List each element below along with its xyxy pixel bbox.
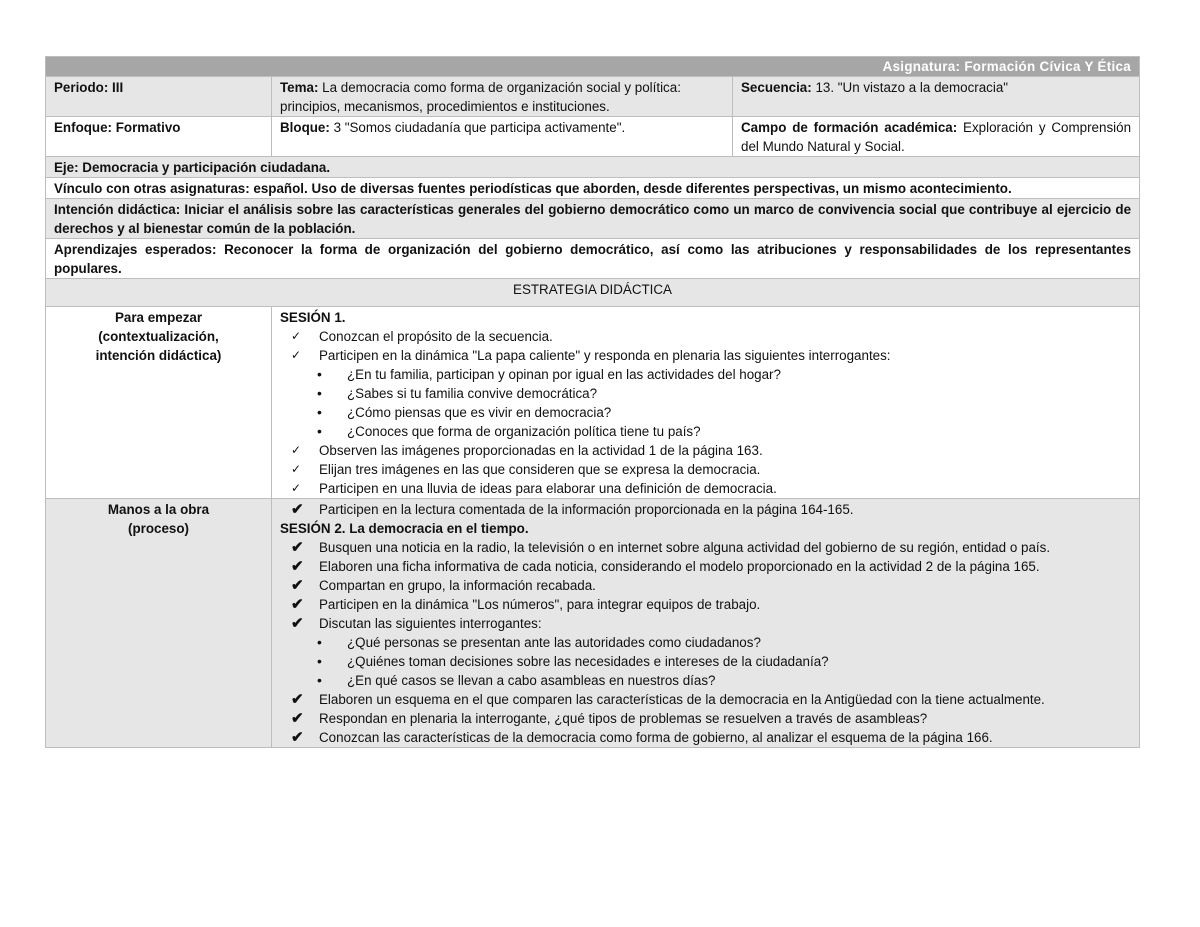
secuencia-text: 13. "Un vistazo a la democracia" [811,80,1009,95]
manos-line1: Manos a la obra [107,502,210,517]
estrategia-row [46,279,1140,307]
session-2-title: SESIÓN 2. La democracia en el tiempo. [280,521,529,536]
tema-label: Tema: [280,80,319,95]
info-row-2 [46,117,1140,157]
list-item: ✔ Participen en la dinámica "Los números", para integrar equipos de trabajo. [291,596,761,613]
eje-row [46,157,1140,178]
bullet-icon: • [317,653,322,669]
checkmark-icon: ✔ [291,539,304,556]
campo-cell [733,117,1140,157]
subject-header: Asignatura: Formación Cívica Y Ética [46,57,1140,77]
bullet-icon: • [317,404,322,420]
list-item: ✓ Elijan tres imágenes en las que consideren que se expresa la democracia. [291,462,761,477]
bloque-label: Bloque: [280,120,330,135]
list-item: ✔ Elaboren un esquema en el que comparen las características de la democracia en la Antigüedad con la tiene actualmente. [291,691,1045,708]
para-empezar-content [272,307,1140,499]
enfoque-cell: Enfoque: Formativo [46,117,272,157]
list-item: ✓ Participen en una lluvia de ideas para elaborar una definición de democracia. [291,481,777,496]
question-item: • ¿Quiénes toman decisiones sobre las necesidades e intereses de la ciudadanía? [317,653,829,669]
list-item: ✔ Compartan en grupo, la información recabada. [291,577,596,594]
bullet-icon: • [317,672,322,688]
para-empezar-line3: intención didáctica) [95,348,222,363]
aprendizajes-row [46,239,1140,279]
list-item: ✔ Conozcan las características de la democracia como forma de gobierno, al analizar el esquema de la página 166. [291,729,993,746]
intencion-cell: Intención didáctica: Iniciar el análisis sobre las características generales del gobierno democrático como un marco de convivencia social que contribuye al ejercicio de derechos y al bienestar común de la población. [46,199,1140,239]
checkmark-icon: ✔ [291,691,304,708]
session-2-list [280,538,1131,747]
checkmark-icon: ✔ [291,596,304,613]
question-item: • ¿Qué personas se presentan ante las autoridades como ciudadanos? [317,634,761,650]
session-1-title: SESIÓN 1. [280,310,346,325]
list-item: ✔ Busquen una noticia en la radio, la televisión o en internet sobre alguna actividad del gobierno de su región, entidad o país. [291,539,1051,556]
list-item: ✓ Conozcan el propósito de la secuencia. [291,329,553,344]
estrategia-title: ESTRATEGIA DIDÁCTICA [46,279,1140,307]
section-para-empezar [46,307,1140,499]
bullet-icon: • [317,634,322,650]
checkmark-icon: ✔ [291,729,304,746]
session-1-list [280,327,1131,498]
checkmark-icon: ✔ [291,615,304,632]
eje-cell: Eje: Democracia y participación ciudadana. [46,157,1140,178]
question-item: • ¿En tu familia, participan y opinan por igual en las actividades del hogar? [317,366,781,382]
bullet-icon: • [317,423,322,439]
vinculo-row [46,178,1140,199]
intencion-row [46,199,1140,239]
checkmark-icon: ✔ [291,558,304,575]
checkmark-icon: ✓ [291,481,302,495]
bullet-icon: • [317,366,322,382]
secuencia-label: Secuencia: [741,80,812,95]
list-item: ✓ Participen en la dinámica "La papa caliente" y responda en plenaria las siguientes interrogantes: • ¿En tu familia, participan y opinan por igual en las actividades del hogar? • ¿Sabes si tu familia convive democrática? • ¿Cómo piensas que es vivir en democracia? • ¿Conoces que forma de organización política tiene tu país? [280,346,1131,441]
list-item: ✔ Respondan en plenaria la interrogante, ¿qué tipos de problemas se resuelven a través de asambleas? [291,710,928,727]
info-row-1 [46,77,1140,117]
session-2-pre-list [280,500,1131,519]
para-empezar-line2: (contextualización, [98,329,219,344]
lesson-plan-table [45,56,1140,748]
question-item: • ¿En qué casos se llevan a cabo asambleas en nuestros días? [317,672,716,688]
bullet-icon: • [317,385,322,401]
bloque-cell [272,117,733,157]
session-2-questions [319,633,1131,690]
vinculo-cell: Vínculo con otras asignaturas: español. Uso de diversas fuentes periodísticas que aborden, desde diferentes perspectivas, un mismo acontecimiento. [46,178,1140,199]
manos-line2: (proceso) [127,521,189,536]
campo-label: Campo de formación académica: [741,120,958,135]
aprendizajes-cell: Aprendizajes esperados: Reconocer la forma de organización del gobierno democrático, así como las atribuciones y responsabilidades de los representantes populares. [46,239,1140,279]
checkmark-icon: ✓ [291,462,302,476]
campo-text: Exploración y Comprensión del Mundo Natural y Social. [741,120,1132,154]
list-item: ✓ Observen las imágenes proporcionadas en la actividad 1 de la página 163. [291,443,763,458]
para-empezar-label [46,307,272,499]
secuencia-cell [733,77,1140,117]
tema-text: La democracia como forma de organización social y política: principios, mecanismos, procedimientos e instituciones. [280,80,681,114]
checkmark-icon: ✓ [291,329,302,343]
checkmark-icon: ✔ [291,577,304,594]
tema-cell [272,77,733,117]
checkmark-icon: ✔ [291,501,304,518]
bloque-text: 3 "Somos ciudadanía que participa activamente". [329,120,626,135]
checkmark-icon: ✓ [291,443,302,457]
para-empezar-line1: Para empezar [114,310,203,325]
question-item: • ¿Cómo piensas que es vivir en democracia? [317,404,612,420]
checkmark-icon: ✔ [291,710,304,727]
section-manos-a-la-obra [46,499,1140,748]
list-item: ✔ Discutan las siguientes interrogantes: • ¿Qué personas se presentan ante las autoridades como ciudadanos? • ¿Quiénes toman decisiones sobre las necesidades e intereses de la ciudadanía? • ¿En qué casos se llevan a cabo asambleas en nuestros días? [280,614,1131,690]
checkmark-icon: ✓ [291,348,302,362]
manos-a-la-obra-content [272,499,1140,748]
question-item: • ¿Sabes si tu familia convive democrática? [317,385,598,401]
session-1-questions [319,365,1131,441]
list-item: ✔ Elaboren una ficha informativa de cada noticia, considerando el modelo proporcionado en la actividad 2 de la página 165. [291,558,1040,575]
manos-a-la-obra-label [46,499,272,748]
periodo-cell: Periodo: III [46,77,272,117]
subject-header-row [46,57,1140,77]
question-item: • ¿Conoces que forma de organización política tiene tu país? [317,423,701,439]
list-item: ✔ Participen en la lectura comentada de la información proporcionada en la página 164-165. [291,501,854,518]
